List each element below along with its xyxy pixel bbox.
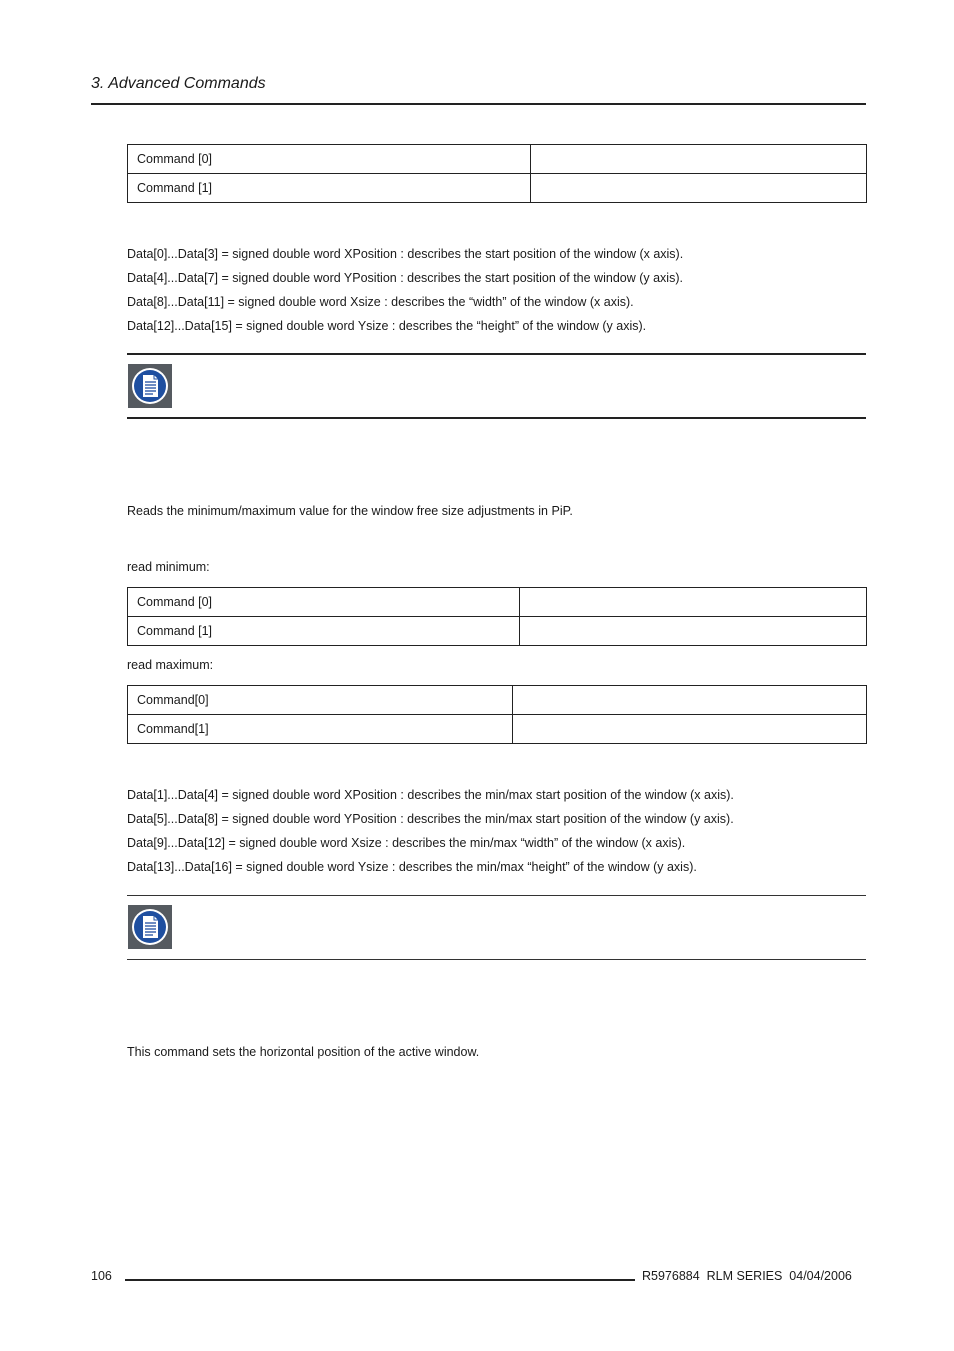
page-number: 106 [91, 1269, 112, 1283]
page-header-title: 3. Advanced Commands [91, 75, 266, 92]
command-cell: Command[0] [128, 686, 513, 715]
data-line: Data[9]...Data[12] = signed double word Xsize : describes the min/max “width” of the window (x axis). [127, 836, 686, 850]
data-line: Data[0]...Data[3] = signed double word XPosition : describes the start position of the window (x axis). [127, 247, 684, 261]
note-rule-top [127, 353, 866, 355]
command-cell: Command [1] [128, 617, 520, 646]
data-line: Data[4]...Data[7] = signed double word YPosition : describes the start position of the window (y axis). [127, 271, 683, 285]
table-row [128, 686, 867, 715]
section-description: This command sets the horizontal position of the active window. [127, 1045, 480, 1059]
command-cell: Command[1] [128, 715, 513, 744]
section-description: Reads the minimum/maximum value for the window free size adjustments in PiP. [127, 504, 573, 518]
command-cell: Command [0] [128, 588, 520, 617]
read-minimum-label: read minimum: [127, 560, 210, 574]
note-document-icon [128, 364, 172, 408]
table-row [128, 145, 867, 174]
command-cell: Command [1] [128, 174, 531, 203]
table-row [128, 588, 867, 617]
table-row [128, 174, 867, 203]
command-table-min [127, 587, 867, 646]
note-rule-bottom [127, 417, 866, 419]
note-rule-bottom [127, 959, 866, 960]
header-rule [91, 103, 866, 105]
command-cell: Command [0] [128, 145, 531, 174]
data-line: Data[13]...Data[16] = signed double word Ysize : describes the min/max “height” of the window (y axis). [127, 860, 697, 874]
table-row [128, 617, 867, 646]
footer-document-info: R5976884 RLM SERIES 04/04/2006 [642, 1269, 852, 1283]
data-line: Data[8]...Data[11] = signed double word Xsize : describes the “width” of the window (x axis). [127, 295, 634, 309]
read-maximum-label: read maximum: [127, 658, 214, 672]
value-cell [520, 588, 867, 617]
footer-rule [125, 1279, 635, 1281]
command-table-max [127, 685, 867, 744]
data-line: Data[1]...Data[4] = signed double word XPosition : describes the min/max start position of the window (x axis). [127, 788, 734, 802]
command-table-1 [127, 144, 867, 203]
data-line: Data[12]...Data[15] = signed double word Ysize : describes the “height” of the window (y axis). [127, 319, 647, 333]
note-rule-top [127, 895, 866, 896]
value-cell [531, 145, 867, 174]
value-cell [513, 686, 867, 715]
value-cell [513, 715, 867, 744]
table-row [128, 715, 867, 744]
value-cell [520, 617, 867, 646]
value-cell [531, 174, 867, 203]
note-document-icon [128, 905, 172, 949]
data-line: Data[5]...Data[8] = signed double word YPosition : describes the min/max start position of the window (y axis). [127, 812, 734, 826]
